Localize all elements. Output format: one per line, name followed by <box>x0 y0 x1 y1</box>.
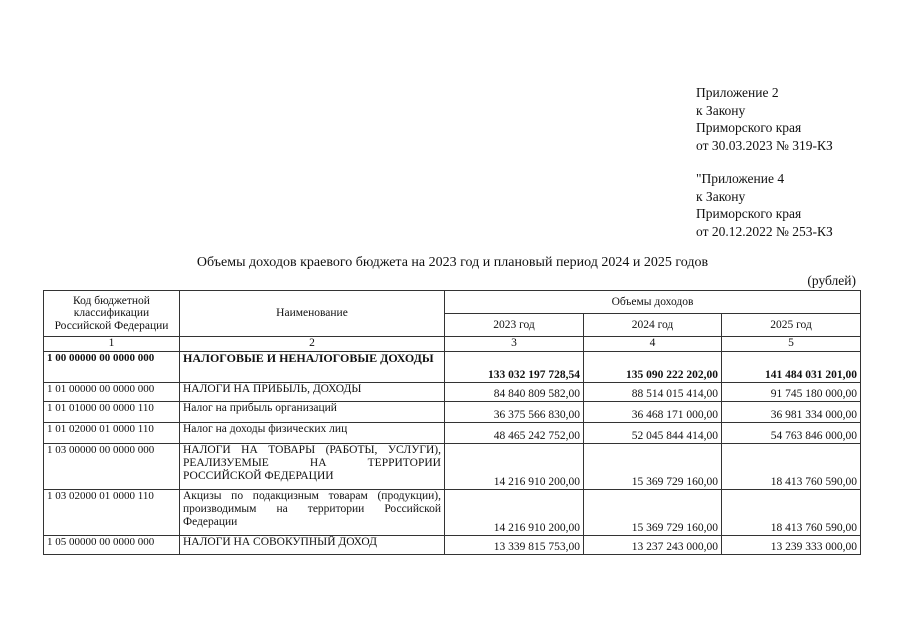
row-value-2023: 133 032 197 728,54 <box>445 352 584 383</box>
row-code: 1 01 00000 00 0000 000 <box>44 383 180 402</box>
row-name: НАЛОГИ НА ТОВАРЫ (РАБОТЫ, УСЛУГИ), РЕАЛИЗУЕМЫЕ НА ТЕРРИТОРИИ РОССИЙСКОЙ ФЕДЕРАЦИИ <box>180 444 445 490</box>
column-index-row <box>44 337 861 352</box>
appendix-line: к Закону <box>696 102 746 118</box>
column-index: 2 <box>180 337 445 352</box>
row-value-2025: 13 239 333 000,00 <box>722 536 861 555</box>
row-value-2025: 91 745 180 000,00 <box>722 383 861 402</box>
row-value-2025: 18 413 760 590,00 <box>722 444 861 490</box>
row-value-2024: 135 090 222 202,00 <box>584 352 722 383</box>
table-row <box>44 444 861 490</box>
units-label: (рублей) <box>807 273 856 288</box>
header-volumes: Объемы доходов <box>445 291 861 314</box>
row-value-2025: 36 981 334 000,00 <box>722 402 861 423</box>
revenue-table <box>43 290 861 555</box>
column-index: 3 <box>445 337 584 352</box>
appendix-line: к Закону <box>696 188 746 204</box>
table-row <box>44 352 861 383</box>
table-row <box>44 536 861 555</box>
header-code: Код бюджетной классификации Российской Федерации <box>44 291 180 337</box>
appendix-line: от 20.12.2022 № 253-КЗ <box>696 223 833 239</box>
header-year-2025: 2025 год <box>722 314 861 337</box>
row-name: НАЛОГИ НА ПРИБЫЛЬ, ДОХОДЫ <box>180 383 445 402</box>
table-row <box>44 383 861 402</box>
column-index: 1 <box>44 337 180 352</box>
row-value-2023: 14 216 910 200,00 <box>445 490 584 536</box>
row-value-2024: 88 514 015 414,00 <box>584 383 722 402</box>
row-name: НАЛОГИ НА СОВОКУПНЫЙ ДОХОД <box>180 536 445 555</box>
row-name: НАЛОГОВЫЕ И НЕНАЛОГОВЫЕ ДОХОДЫ <box>180 352 445 383</box>
row-name: Налог на доходы физических лиц <box>180 423 445 444</box>
row-value-2023: 36 375 566 830,00 <box>445 402 584 423</box>
column-index: 5 <box>722 337 861 352</box>
header-name: Наименование <box>180 291 445 337</box>
row-value-2023: 13 339 815 753,00 <box>445 536 584 555</box>
row-code: 1 01 01000 00 0000 110 <box>44 402 180 423</box>
column-index: 4 <box>584 337 722 352</box>
row-code: 1 03 02000 01 0000 110 <box>44 490 180 536</box>
row-value-2025: 18 413 760 590,00 <box>722 490 861 536</box>
row-value-2024: 52 045 844 414,00 <box>584 423 722 444</box>
row-name: Акцизы по подакцизным товарам (продукции), производимым на территории Российской Федерации <box>180 490 445 536</box>
row-value-2025: 141 484 031 201,00 <box>722 352 861 383</box>
row-value-2024: 15 369 729 160,00 <box>584 444 722 490</box>
row-value-2023: 48 465 242 752,00 <box>445 423 584 444</box>
row-name: Налог на прибыль организаций <box>180 402 445 423</box>
appendix-line: Приморского края <box>696 206 802 221</box>
row-code: 1 05 00000 00 0000 000 <box>44 536 180 555</box>
row-value-2024: 15 369 729 160,00 <box>584 490 722 536</box>
row-value-2023: 84 840 809 582,00 <box>445 383 584 402</box>
appendix-previous-block <box>696 170 833 240</box>
appendix-line: Приморского края <box>696 120 802 135</box>
table-row <box>44 423 861 444</box>
header-year-2024: 2024 год <box>584 314 722 337</box>
row-code: 1 03 00000 00 0000 000 <box>44 444 180 490</box>
header-year-2023: 2023 год <box>445 314 584 337</box>
row-value-2023: 14 216 910 200,00 <box>445 444 584 490</box>
row-code: 1 00 00000 00 0000 000 <box>44 352 180 383</box>
table-row <box>44 402 861 423</box>
row-value-2024: 13 237 243 000,00 <box>584 536 722 555</box>
document-title: Объемы доходов краевого бюджета на 2023 год и плановый период 2024 и 2025 годов <box>196 255 709 270</box>
appendix-current-block <box>696 84 833 154</box>
appendix-line: Приложение 2 <box>696 85 779 100</box>
table-row <box>44 490 861 536</box>
row-value-2025: 54 763 846 000,00 <box>722 423 861 444</box>
appendix-line: от 30.03.2023 № 319-КЗ <box>696 137 833 153</box>
row-value-2024: 36 468 171 000,00 <box>584 402 722 423</box>
row-code: 1 01 02000 01 0000 110 <box>44 423 180 444</box>
appendix-line: "Приложение 4 <box>696 171 785 186</box>
